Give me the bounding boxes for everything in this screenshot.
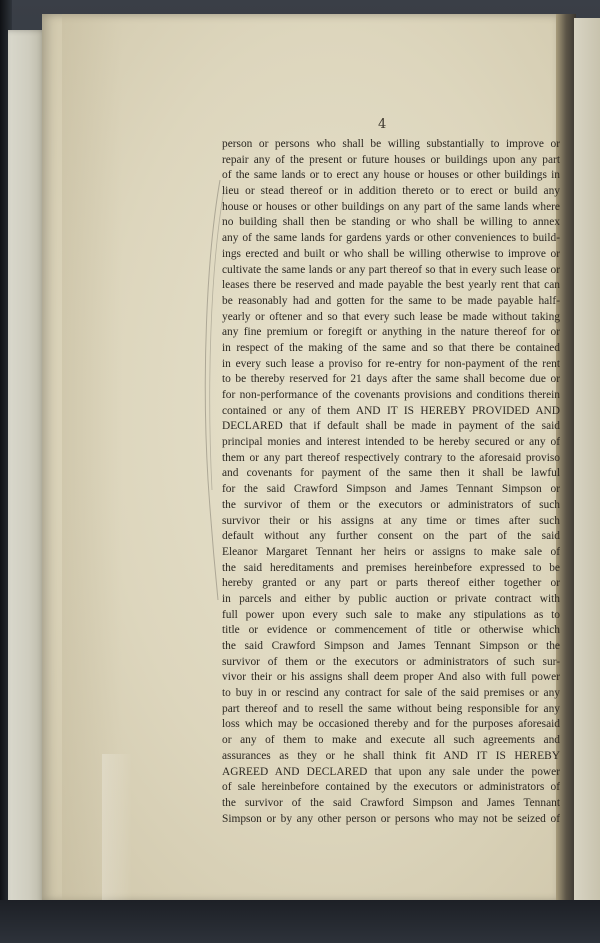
text-line: cultivate the same lands or any part thereof so that in every such lease or: [222, 263, 560, 276]
text-line: them or any part thereof respectively contrary to the aforesaid proviso: [222, 451, 560, 464]
text-line: Eleanor Margaret Tennant her heirs or assigns to make sale of: [222, 545, 560, 558]
text-line: default without any further consent on the part of the said: [222, 530, 560, 543]
text-line: any fine premium or foregift or anything in the nature thereof for or: [222, 326, 560, 339]
bottom-binding: [0, 900, 600, 943]
text-line: Simpson or by any other person or persons who may not be seized of: [222, 812, 560, 825]
left-page-flap: [8, 30, 46, 910]
text-line: survivor of them or the executors or administrators of such sur-: [222, 655, 560, 668]
text-line: the said Crawford Simpson and James Tennant Simpson or the: [222, 640, 560, 652]
text-line: for the said Crawford Simpson and James Tennant Simpson or: [222, 483, 560, 496]
page-wear: [102, 754, 132, 914]
text-line: loss which may be occasioned thereby and for the purposes aforesaid: [222, 718, 560, 731]
text-line: and covenants for payment of the same then it shall be lawful: [222, 467, 560, 480]
text-line: leases there be reserved and made payable the best yearly rent that can: [222, 279, 560, 292]
text-line: person or persons who shall be willing substantially to improve or: [222, 138, 560, 150]
next-page-strip: [574, 18, 600, 908]
text-line: of sale hereinbefore contained by the executors or administrators of: [222, 781, 560, 794]
text-line: title or evidence or commencement of title or otherwise which: [222, 624, 560, 637]
text-line: or any of them to make and execute all such agreements and: [222, 734, 560, 747]
text-line: in respect of the making of the same and so that there be contained: [222, 341, 560, 354]
text-line: vivor their or his assigns shall deem proper And also with full power: [222, 671, 560, 684]
text-line: part thereof and to resell the same without being responsible for any: [222, 702, 560, 715]
text-line: repair any of the present or future houses or buildings upon any part: [222, 153, 560, 166]
text-line: of the same lands or to erect any house or houses or other buildings in: [222, 169, 560, 182]
text-line: lieu or stead thereof or in addition thereto or to erect or build any: [222, 185, 560, 198]
text-line: survivor their or his assigns at any time or times after such: [222, 514, 560, 527]
text-line: in parcels and either by public auction or private contract with: [222, 592, 560, 605]
text-line: the said hereditaments and premises hereinbefore expressed to be: [222, 561, 560, 574]
text-line: assurances as they or he shall think fit AND IT IS HEREBY: [222, 749, 560, 762]
text-line: to buy in or rescind any contract for sale of the said premises or any: [222, 687, 560, 700]
text-line: no building shall then be standing or who shall be willing to annex: [222, 216, 560, 229]
text-line: DECLARED that if default shall be made in payment of the said: [222, 420, 560, 433]
text-line: any of the same lands for gardens yards or other conveniences to build-: [222, 232, 560, 245]
text-line: hereby granted or any part or parts thereof either together or: [222, 577, 560, 590]
text-line: ings erected and built or who shall be willing otherwise to improve or: [222, 247, 560, 260]
text-line: in every such lease a proviso for re-entry for non-payment of the rent: [222, 357, 560, 370]
text-line: be reasonably had and gotten for the same to be made payable half-: [222, 294, 560, 307]
page-number: 4: [378, 117, 387, 132]
text-line: for non-performance of the covenants provisions and conditions therein: [222, 389, 560, 401]
text-line: principal monies and interest intended to be hereby secured or any of: [222, 436, 560, 449]
text-line: full power upon every such sale to make any stipulations as to: [222, 608, 560, 621]
document-body: [222, 137, 560, 827]
text-line: contained or any of them AND IT IS HEREBY PROVIDED AND: [222, 404, 560, 417]
text-line: the survivor of them or the executors or administrators of such: [222, 498, 560, 511]
text-line: yearly or oftener and so that every such lease be made without taking: [222, 310, 560, 323]
text-line: the survivor of the said Crawford Simpson and James Tennant: [222, 796, 560, 809]
text-line: AGREED AND DECLARED that upon any sale under the power: [222, 765, 560, 778]
text-line: to be thereby reserved for 21 days after the same shall become due or: [222, 373, 560, 386]
text-line: house or houses or other buildings on any part of the same lands where: [222, 200, 560, 213]
